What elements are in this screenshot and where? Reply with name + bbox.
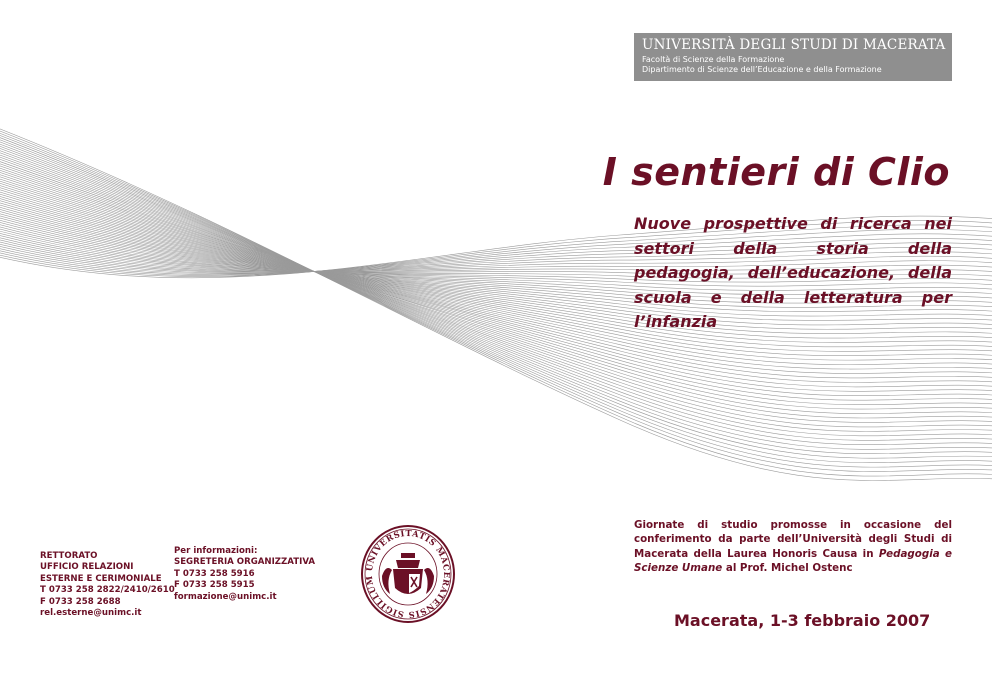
contact-line: UFFICIO RELAZIONI <box>40 562 134 573</box>
seal-text: UNIVERSITATIS MACERATENSIS SIGILLUM <box>363 527 453 621</box>
event-description <box>634 518 952 575</box>
university-header <box>634 33 952 81</box>
description-text-1: Giornate di studio promosse in occasione del conferimento da parte dell’Università degli Studi di Macerata della Laurea Honoris Causa in <box>634 519 952 560</box>
contact-line: T 0733 258 2822/2410/2610 <box>40 585 175 596</box>
page-subtitle: Nuove prospettive di ricerca nei settori della storia della pedagogia, dell’educazione, della scuola e della letteratura per l’infanzia <box>634 214 952 331</box>
contact-line: RETTORATO <box>40 551 98 561</box>
contact-email: formazione@unimc.it <box>174 591 277 602</box>
contact-line: ESTERNE E CERIMONIALE <box>40 573 162 584</box>
degree-name: Pedagogia e Scienze Umane <box>634 547 952 574</box>
contact-line: Per informazioni: <box>174 546 258 556</box>
page-title: I sentieri di Clio <box>602 150 950 194</box>
university-seal <box>360 524 456 624</box>
seal-emblem-icon <box>382 553 434 594</box>
contact-email: rel.esterne@unimc.it <box>40 608 142 619</box>
faculty-name: Facoltà di Scienze della Formazione <box>642 55 785 64</box>
contact-line: F 0733 258 5915 <box>174 580 255 591</box>
description-text-2: al Prof. Michel Ostenc <box>722 561 853 574</box>
event-date: Macerata, 1-3 febbraio 2007 <box>674 611 931 630</box>
department-name: Dipartimento di Scienze dell’Educazione e della Formazione <box>642 65 882 74</box>
university-name: UNIVERSITÀ DEGLI STUDI DI MACERATA <box>642 37 946 53</box>
contact-line: SEGRETERIA ORGANIZZATIVA <box>174 557 316 568</box>
contact-line: T 0733 258 5916 <box>174 568 255 579</box>
contact-line: F 0733 258 2688 <box>40 596 121 607</box>
info-contact <box>174 546 315 603</box>
rectorate-contact <box>40 551 175 619</box>
